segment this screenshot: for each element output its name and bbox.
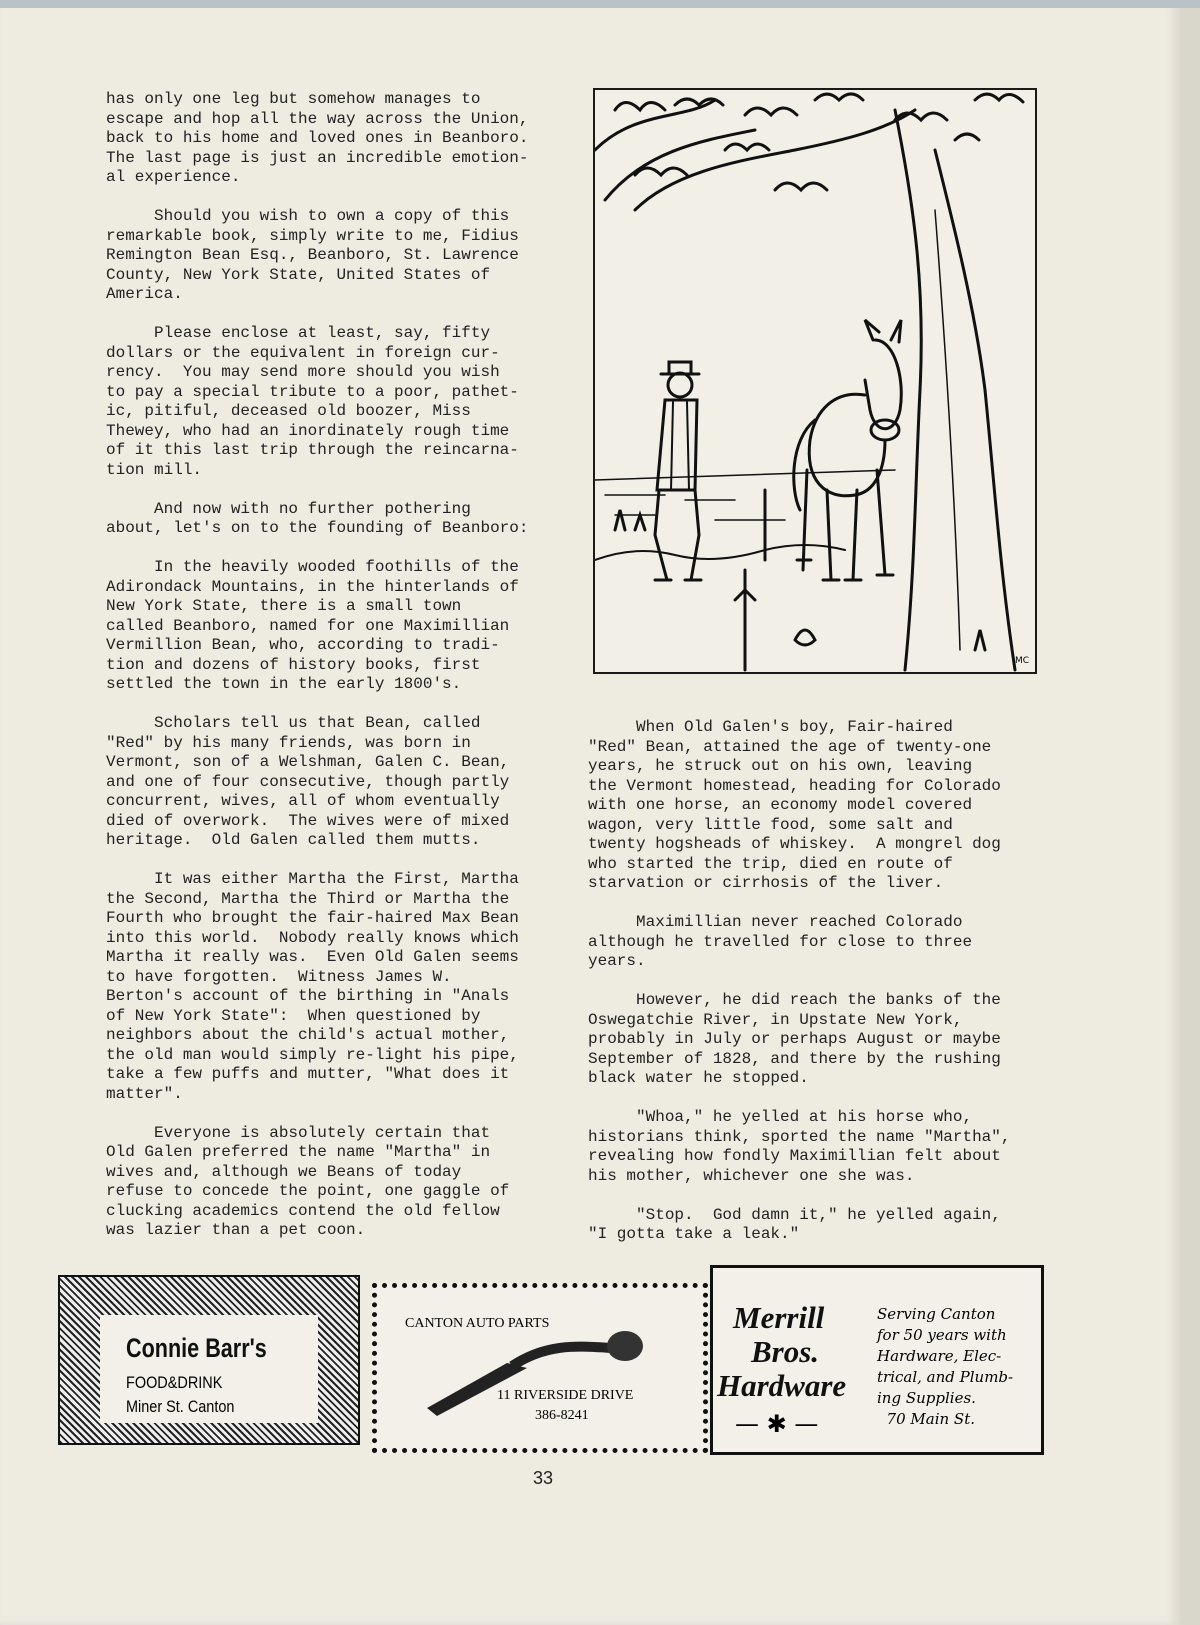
text-line: has only one leg but somehow manages to	[106, 90, 481, 108]
page-number: 33	[533, 1468, 554, 1488]
text-line: Adirondack Mountains, in the hinterlands of	[106, 577, 519, 596]
text-line: heritage. Old Galen called them mutts.	[106, 831, 481, 849]
ad-auto-title: CANTON AUTO PARTS	[405, 1316, 550, 1331]
text-line: although he travelled for close to three	[588, 932, 973, 951]
paragraph-gap	[588, 894, 1010, 914]
text-line: rency. You may send more should you wish	[106, 363, 500, 381]
paragraph	[588, 718, 1010, 894]
text-line: and one of four consecutive, though partly	[106, 772, 510, 791]
ad-merrill-word2: Bros.	[751, 1334, 820, 1369]
text-line: concurrent, wives, all of whom eventually	[106, 792, 500, 810]
text-line: the Vermont homestead, heading for Colorado	[588, 776, 1001, 795]
ad-merrill-bros-hardware	[710, 1265, 1044, 1455]
text-line: take a few puffs and mutter, "What does it	[106, 1065, 510, 1083]
text-line: However, he did reach the banks of the	[588, 991, 1001, 1009]
text-line: was lazier than a pet coon.	[106, 1221, 366, 1239]
paragraph-gap	[106, 188, 528, 208]
text-line: And now with no further pothering	[106, 499, 471, 518]
text-line: clucking academics contend the old fellow	[106, 1201, 500, 1220]
text-line: September of 1828, and there by the rushing	[588, 1049, 1001, 1068]
paragraph-gap	[106, 851, 528, 871]
text-line: Should you wish to own a copy of this	[106, 207, 510, 225]
text-line: Old Galen preferred the name "Martha" in	[106, 1143, 491, 1161]
text-line: to have forgotten. Witness James W.	[106, 967, 452, 986]
text-line: Thewey, who had an inordinately rough time	[106, 421, 510, 440]
paragraph	[106, 870, 528, 1104]
text-line: remarkable book, simply write to me, Fidius	[106, 226, 519, 245]
text-line: who started the trip, died en route of	[588, 854, 953, 873]
paragraph-gap	[106, 539, 528, 559]
paragraph	[106, 207, 528, 305]
ad-merrill-tagline: Serving Canton for 50 years with Hardware, Elec- trical, and Plumb- ing Supplies. 70 Main St.	[877, 1305, 1014, 1428]
ad-connie-name: Connie Barr's	[126, 1333, 267, 1363]
text-line: black water he stopped.	[588, 1069, 809, 1087]
text-line: Scholars tell us that Bean, called	[106, 714, 481, 732]
paragraph	[106, 500, 528, 539]
paragraph-gap	[106, 1104, 528, 1124]
illustration-man-and-horse	[593, 88, 1037, 674]
paragraph-gap	[588, 1089, 1010, 1109]
text-line: of New York State": When questioned by	[106, 1006, 481, 1025]
text-line: revealing how fondly Maximillian felt about	[588, 1147, 1001, 1165]
text-line: When Old Galen's boy, Fair-haired	[588, 718, 953, 736]
text-line: Vermillion Bean, who, according to tradi-	[106, 636, 500, 654]
text-line: al experience.	[106, 168, 241, 186]
snowflake-ornament-icon: — ✱ —	[735, 1410, 819, 1438]
text-line: ic, pitiful, deceased old boozer, Miss	[106, 402, 471, 420]
text-line: "Whoa," he yelled at his horse who,	[588, 1108, 973, 1126]
text-line: "Stop. God damn it," he yelled again,	[588, 1205, 1001, 1224]
text-line: County, New York State, United States of	[106, 265, 491, 284]
text-line: into this world. Nobody really knows which	[106, 928, 519, 947]
paragraph-gap	[106, 695, 528, 715]
ad-auto-address: 11 RIVERSIDE DRIVE	[497, 1388, 634, 1403]
text-line: The last page is just an incredible emotion-	[106, 148, 529, 167]
text-line: historians think, sported the name "Martha",	[588, 1127, 1011, 1146]
text-line: twenty hogsheads of whiskey. A mongrel dog	[588, 835, 1001, 853]
text-line: Oswegatchie River, in Upstate New York,	[588, 1010, 963, 1029]
right-column-text	[588, 718, 1010, 1245]
ad-merrill-word3: Hardware	[717, 1368, 847, 1403]
paragraph	[106, 558, 528, 695]
text-line: probably in July or perhaps August or maybe	[588, 1030, 1001, 1048]
paragraph	[106, 1124, 528, 1241]
ad-merrill-word1: Merrill	[733, 1300, 825, 1335]
paragraph-gap	[106, 305, 528, 325]
paragraph	[106, 714, 528, 851]
text-line: Maximillian never reached Colorado	[588, 913, 963, 931]
paragraph	[588, 1206, 1010, 1245]
illustration-signature: MC	[1014, 656, 1029, 666]
text-line: Martha it really was. Even Old Galen seems	[106, 948, 519, 966]
text-line: wagon, very little food, some salt and	[588, 815, 953, 834]
text-line: It was either Martha the First, Martha	[106, 870, 519, 888]
text-line: Fourth who brought the fair-haired Max Bean	[106, 909, 519, 927]
ad-connie-line1: FOOD&DRINK	[126, 1373, 223, 1392]
text-line: Berton's account of the birthing in "Anals	[106, 987, 510, 1005]
text-line: the old man would simply re-light his pipe,	[106, 1045, 519, 1064]
paragraph-gap	[588, 1186, 1010, 1206]
text-line: In the heavily wooded foothills of the	[106, 558, 519, 576]
left-column-text	[106, 90, 528, 1241]
text-line: with one horse, an economy model covered	[588, 796, 973, 814]
text-line: to pay a special tribute to a poor, pathet-	[106, 382, 519, 401]
text-line: refuse to concede the point, one gaggle of	[106, 1182, 510, 1200]
text-line: Please enclose at least, say, fifty	[106, 324, 491, 342]
ad-connie-barrs	[58, 1275, 360, 1445]
paragraph-gap	[106, 480, 528, 500]
paragraph	[588, 991, 1010, 1089]
text-line: "I gotta take a leak."	[588, 1225, 800, 1243]
paragraph-gap	[588, 972, 1010, 992]
text-line: New York State, there is a small town	[106, 597, 462, 615]
text-line: Remington Bean Esq., Beanboro, St. Lawrence	[106, 246, 519, 264]
cover-edge	[0, 0, 1200, 8]
text-line: starvation or cirrhosis of the liver.	[588, 874, 944, 892]
text-line: wives and, although we Beans of today	[106, 1162, 462, 1181]
text-line: "Red" Bean, attained the age of twenty-one	[588, 737, 992, 756]
text-line: matter".	[106, 1084, 183, 1103]
text-line: of it this last trip through the reincarna-	[106, 441, 519, 459]
text-line: tion and dozens of history books, first	[106, 655, 481, 674]
text-line: died of overwork. The wives were of mixed	[106, 811, 510, 830]
text-line: tion mill.	[106, 460, 203, 479]
text-line: America.	[106, 285, 183, 303]
paragraph	[106, 324, 528, 480]
text-line: the Second, Martha the Third or Martha the	[106, 889, 510, 908]
text-line: about, let's on to the founding of Beanboro:	[106, 519, 529, 537]
text-line: escape and hop all the way across the Union,	[106, 109, 529, 128]
ad-canton-auto-parts	[372, 1283, 708, 1453]
text-line: years, he struck out on his own, leaving	[588, 757, 973, 775]
paragraph	[588, 913, 1010, 972]
text-line: "Red" by his many friends, was born in	[106, 733, 471, 752]
text-line: Vermont, son of a Welshman, Galen C. Bean,	[106, 753, 510, 771]
text-line: called Beanboro, named for one Maximillian	[106, 616, 510, 635]
ad-auto-phone: 386-8241	[535, 1408, 589, 1423]
text-line: back to his home and loved ones in Beanboro.	[106, 129, 529, 147]
text-line: years.	[588, 952, 646, 970]
text-line: Everyone is absolutely certain that	[106, 1123, 491, 1142]
text-line: dollars or the equivalent in foreign cur-	[106, 343, 500, 362]
text-line: his mother, whichever one she was.	[588, 1166, 915, 1185]
text-line: neighbors about the child's actual mother,	[106, 1026, 510, 1044]
ad-connie-line2: Miner St. Canton	[126, 1397, 235, 1416]
text-line: settled the town in the early 1800's.	[106, 675, 462, 693]
paragraph	[106, 90, 528, 188]
paragraph	[588, 1108, 1010, 1186]
